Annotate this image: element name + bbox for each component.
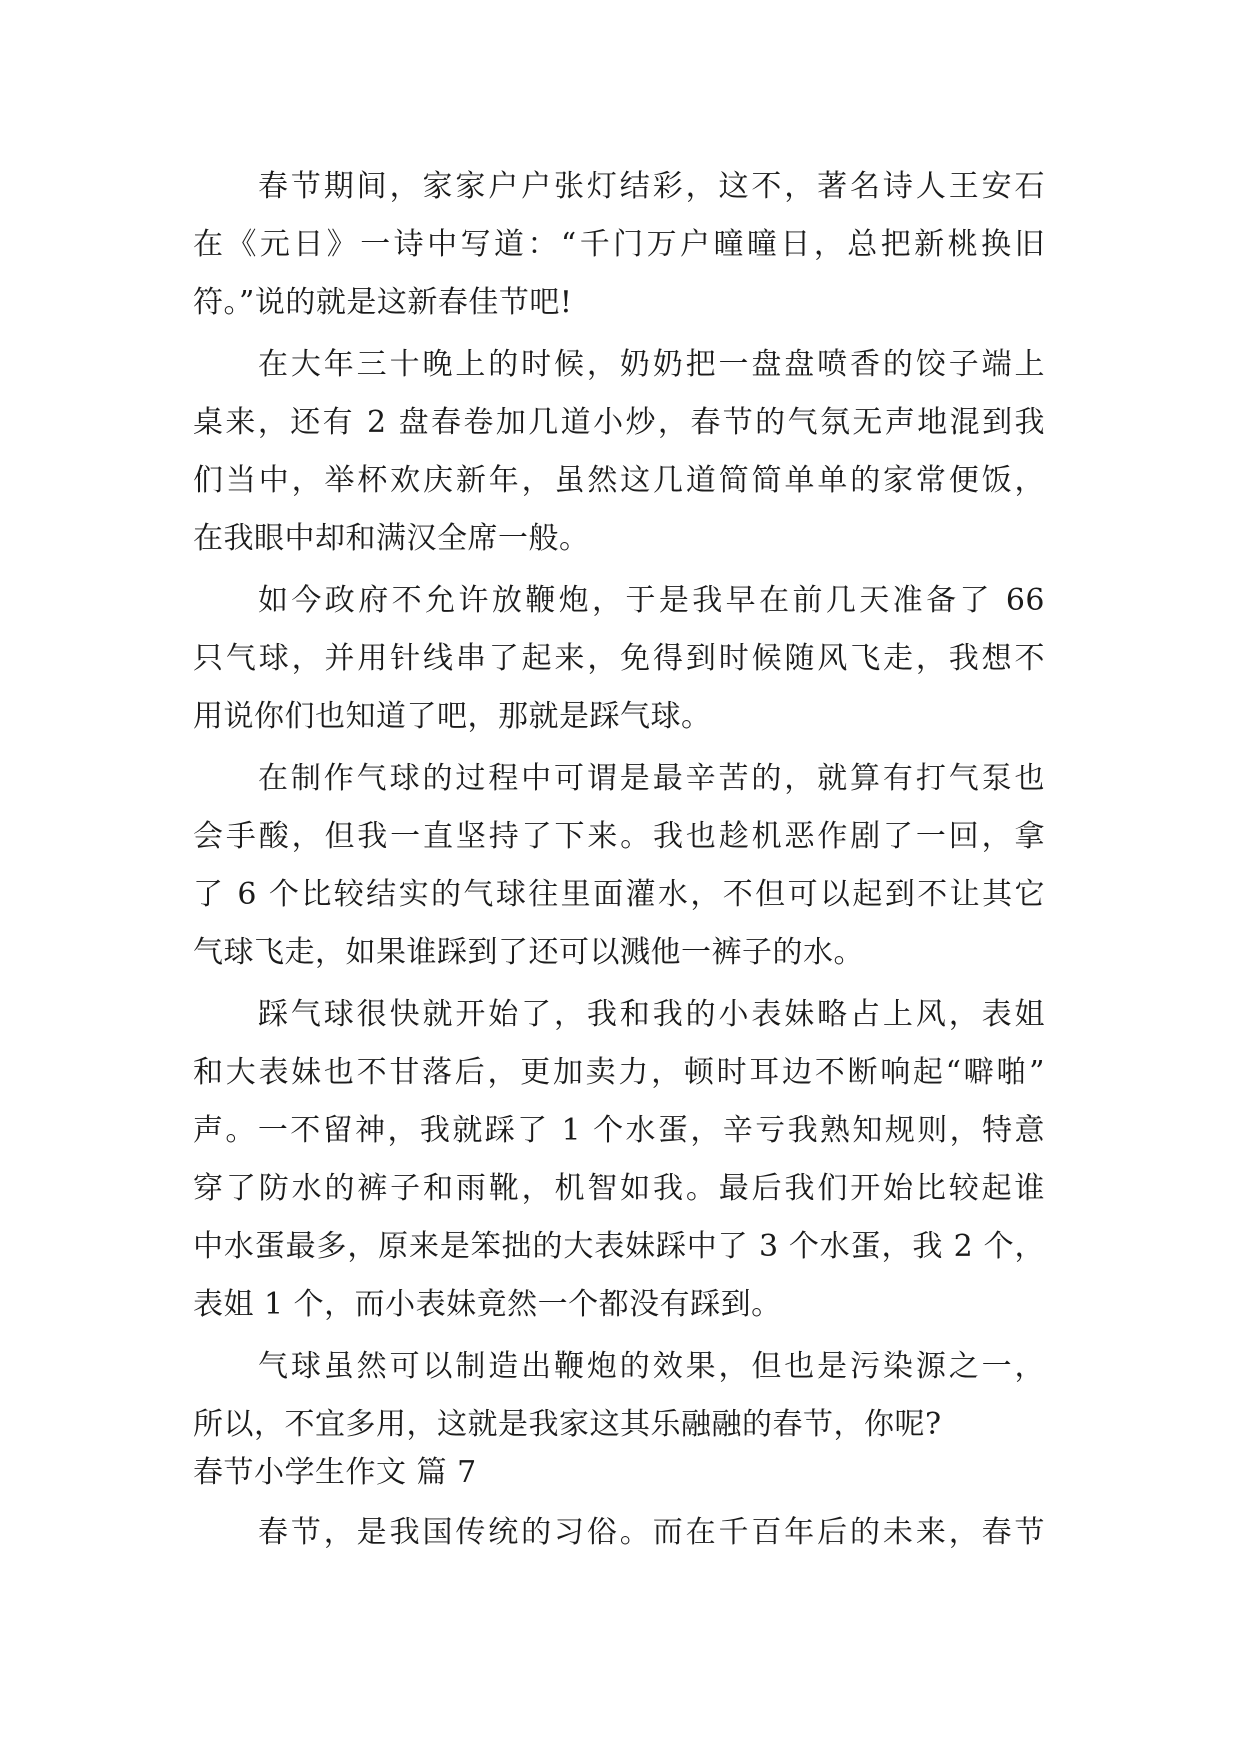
- paragraph: [193, 336, 1045, 568]
- text-line: 们当中，举杯欢庆新年，虽然这几道简简单单的家常便饭，: [193, 463, 1045, 498]
- section-heading: 春节小学生作文 篇 7: [193, 1455, 477, 1490]
- text-line: 表姐 1 个，而小表妹竟然一个都没有踩到。: [193, 1287, 782, 1322]
- text-line: 会手酸，但我一直坚持了下来。我也趁机恶作剧了一回，拿: [193, 819, 1045, 854]
- text-line: 符。”说的就是这新春佳节吧!: [193, 285, 573, 320]
- paragraph: [193, 986, 1045, 1334]
- text-line: 和大表妹也不甘落后，更加卖力，顿时耳边不断响起“噼啪”: [193, 1055, 1045, 1090]
- text-line: 气球飞走，如果谁踩到了还可以溅他一裤子的水。: [193, 935, 864, 970]
- paragraph: [193, 572, 1045, 746]
- text-line: 踩气球很快就开始了，我和我的小表妹略占上风，表姐: [258, 997, 1045, 1032]
- paragraph: [193, 750, 1045, 982]
- document-body: [193, 158, 1045, 1562]
- text-line: 春节，是我国传统的习俗。而在千百年后的未来，春节: [258, 1515, 1045, 1550]
- text-line: 在《元日》一诗中写道：“千门万户曈曈日，总把新桃换旧: [193, 227, 1045, 262]
- text-line: 穿了防水的裤子和雨靴，机智如我。最后我们开始比较起谁: [193, 1171, 1045, 1206]
- text-line: 如今政府不允许放鞭炮，于是我早在前几天准备了 66: [258, 583, 1045, 618]
- text-line: 春节期间，家家户户张灯结彩，这不，著名诗人王安石: [258, 169, 1045, 204]
- text-line: 声。一不留神，我就踩了 1 个水蛋，辛亏我熟知规则，特意: [193, 1113, 1045, 1148]
- paragraph: [193, 1504, 1045, 1562]
- text-line: 只气球，并用针线串了起来，免得到时候随风飞走，我想不: [193, 641, 1045, 676]
- text-line: 用说你们也知道了吧，那就是踩气球。: [193, 699, 712, 734]
- paragraph: [193, 158, 1045, 332]
- text-line: 所以，不宜多用，这就是我家这其乐融融的春节，你呢?: [193, 1407, 942, 1442]
- text-line: 气球虽然可以制造出鞭炮的效果，但也是污染源之一，: [258, 1349, 1045, 1384]
- paragraph: [193, 1338, 1045, 1454]
- text-line: 在我眼中却和满汉全席一般。: [193, 521, 590, 556]
- text-line: 在大年三十晚上的时候，奶奶把一盘盘喷香的饺子端上: [258, 347, 1045, 382]
- text-line: 桌来，还有 2 盘春卷加几道小炒，春节的气氛无声地混到我: [193, 405, 1045, 440]
- text-line: 中水蛋最多，原来是笨拙的大表妹踩中了 3 个水蛋，我 2 个，: [193, 1229, 1045, 1264]
- text-line: 在制作气球的过程中可谓是最辛苦的，就算有打气泵也: [258, 761, 1045, 796]
- text-line: 了 6 个比较结实的气球往里面灌水，不但可以起到不让其它: [193, 877, 1045, 912]
